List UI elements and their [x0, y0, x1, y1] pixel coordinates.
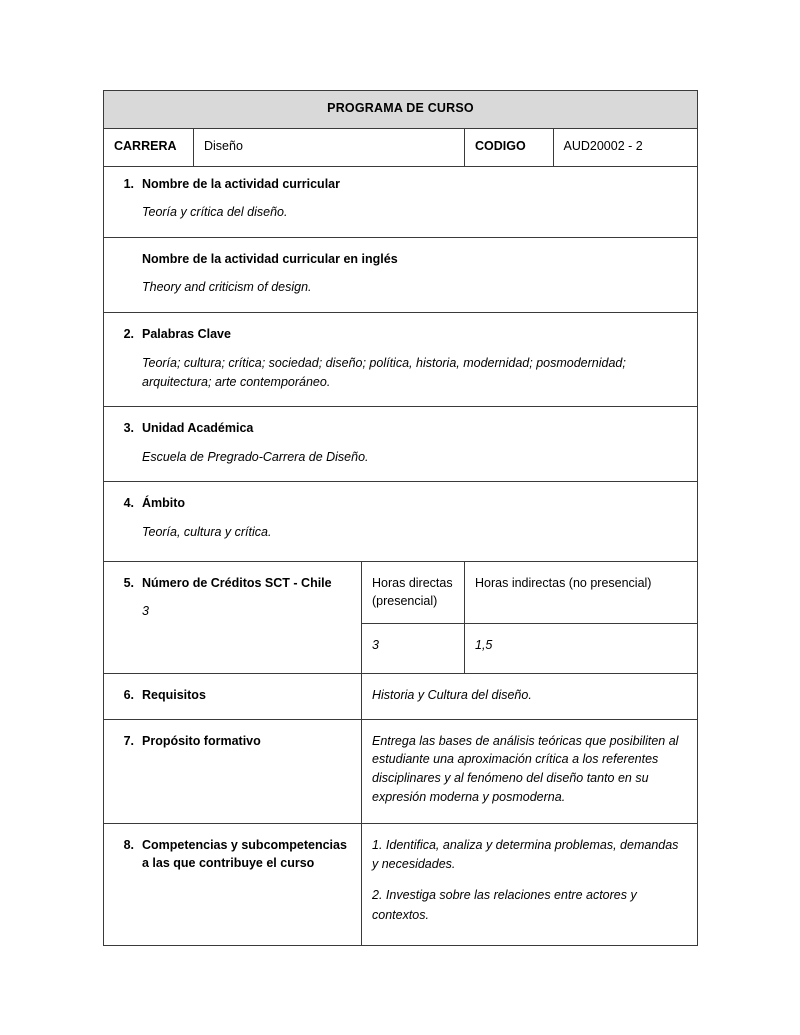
competencias-title-cell: [104, 823, 362, 946]
table-row-credits-header: [104, 561, 698, 624]
proposito-title-cell: [104, 719, 362, 823]
item-number-8: 8.: [123, 837, 134, 852]
requisitos-title-cell: [104, 673, 362, 719]
item-text-3: Escuela de Pregrado-Carrera de Diseño.: [142, 450, 369, 464]
credits-value: 3: [142, 604, 149, 619]
codigo-label: CODIGO: [465, 129, 553, 166]
item-number-english: [114, 250, 134, 298]
item-cell-1: [104, 166, 698, 237]
indirect-hours-value: 1,5: [465, 624, 698, 674]
item-text-4: Teoría, cultura y crítica.: [142, 525, 272, 540]
item-cell-3: [104, 407, 698, 482]
item-title-4: Ámbito: [142, 496, 186, 511]
carrera-value: Diseño: [194, 128, 465, 166]
direct-hours-value: 3: [362, 624, 465, 674]
item-cell-4: [104, 482, 698, 561]
item-title-8: Competencias y subcompetencias a las que contribuye el curso: [142, 837, 347, 871]
codigo-value: AUD20002 - 2: [563, 138, 643, 153]
table-row-proposito: [104, 719, 698, 823]
item-title-2: Palabras Clave: [142, 326, 231, 341]
table-row-item-2: [104, 312, 698, 407]
course-program-table: [103, 90, 698, 946]
item-cell-english: [104, 237, 698, 312]
indirect-hours-label: Horas indirectas (no presencial): [465, 561, 698, 624]
proposito-value: Entrega las bases de análisis teóricas que posibiliten al estudiante una aproximación crítica a los referentes disciplinares y al fenómeno del diseño tanto en su expresión moderna y posmoderna.: [362, 719, 698, 823]
requisitos-value: Historia y Cultura del diseño.: [362, 673, 698, 719]
table-row-requisitos: [104, 673, 698, 719]
item-number-5: 5.: [123, 575, 134, 590]
table-row-item-3: [104, 407, 698, 482]
item-text-1: Teoría y crítica del diseño.: [142, 205, 288, 220]
table-row-competencias: [104, 823, 698, 946]
credits-title-cell: [104, 561, 362, 673]
item-title-6: Requisitos: [142, 687, 206, 702]
item-number-1: 1.: [123, 176, 134, 191]
item-number-6: 6.: [123, 687, 134, 702]
table-row-title: [104, 91, 698, 129]
item-title-5: Número de Créditos SCT - Chile: [142, 575, 332, 590]
item-title-english: Nombre de la actividad curricular en inglés: [142, 251, 398, 266]
table-row-item-english: [104, 237, 698, 312]
page-title: PROGRAMA DE CURSO: [104, 91, 698, 129]
item-number-3: 3.: [123, 421, 134, 436]
codigo-group: [465, 128, 698, 166]
table-row-item-4: [104, 482, 698, 561]
competencia-item-2: 2. Investiga sobre las relaciones entre actores y contextos.: [372, 888, 637, 922]
table-row-item-1: [104, 166, 698, 237]
table-row-header: [104, 128, 698, 166]
item-text-english: Theory and criticism of design.: [142, 280, 312, 295]
item-title-1: Nombre de la actividad curricular: [142, 176, 340, 191]
carrera-label: CARRERA: [104, 128, 194, 166]
direct-hours-label: Horas directas (presencial): [362, 561, 465, 624]
item-title-7: Propósito formativo: [142, 733, 261, 748]
item-title-3: Unidad Académica: [142, 421, 254, 436]
item-cell-2: [104, 312, 698, 407]
item-text-2: Teoría; cultura; crítica; sociedad; diseño; política, historia, modernidad; posmodernidad; arquitectura; arte contemporáneo.: [142, 355, 626, 389]
competencias-value-cell: [362, 823, 698, 946]
item-number-4: 4.: [123, 496, 134, 511]
competencia-item-1: 1. Identifica, analiza y determina problemas, demandas y necesidades.: [372, 837, 679, 871]
item-number-2: 2.: [123, 326, 134, 341]
item-number-7: 7.: [123, 733, 134, 748]
